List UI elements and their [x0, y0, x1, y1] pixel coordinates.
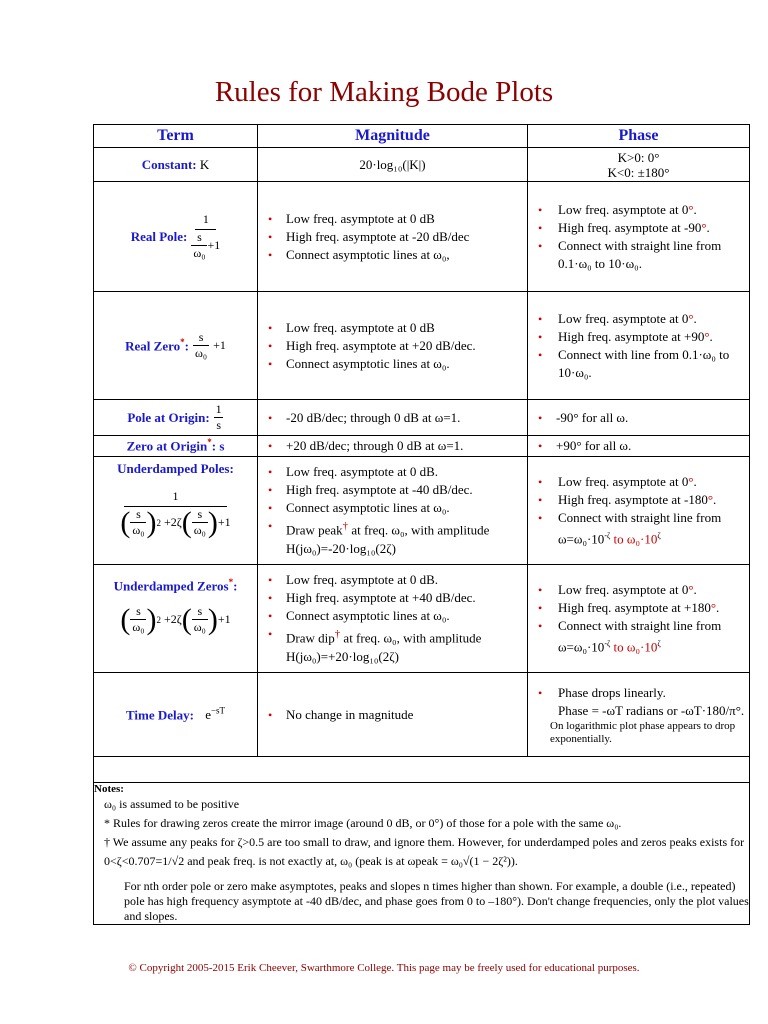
magnitude-underdamped-poles: [258, 457, 528, 565]
magnitude-zero-origin: [258, 436, 528, 457]
list-item: • Low freq. asymptote at 0 dB.: [266, 463, 527, 481]
term-real-pole: [94, 182, 258, 292]
note-zeros-mirror: * Rules for drawing zeros create the mirror image (around 0 dB, or 0°) of those for a pole with the same ω₀.: [104, 816, 622, 830]
list-item: • High freq. asymptote at +180°.: [536, 599, 749, 617]
magnitude-constant: 20·log₁₀(|K|): [258, 148, 528, 182]
bode-rules-table: [93, 124, 750, 925]
list-item: • Low freq. asymptote at 0°.: [536, 581, 749, 599]
phase-zero-origin: [528, 436, 750, 457]
note-nth-order: For nth order pole or zero make asymptotes, peaks and slopes n times higher than shown. For example, a double (i.e., repeated) pole has high frequency asymptote at -40 dB/dec, and phase goes from 0 to –180°). Don't change frequencies, only the plot values and slopes.: [124, 879, 749, 923]
header-term: Term: [94, 125, 258, 148]
list-item: • Connect with straight line from $\omega=\omega_0\cdot 10^{-\zeta}$ to $\omega_0\cdot 10^\zeta$: [536, 509, 749, 548]
row-constant: [94, 148, 750, 182]
constant-label: Constant:: [141, 156, 197, 172]
real-pole-plus-one: +1: [207, 238, 221, 252]
real-zero-formula: $\frac{s}{\text{ω₀}}$: [194, 330, 208, 360]
list-item: • Low freq. asymptote at 0°.: [536, 201, 749, 219]
phase-real-zero: [528, 292, 750, 400]
term-pole-origin: [94, 400, 258, 436]
header-phase: Phase: [528, 125, 750, 148]
pole-origin-formula: $\frac{1}{s}$: [215, 402, 222, 432]
time-delay-phase-note: On logarithmic plot phase appears to drop exponentially.: [550, 719, 736, 745]
list-item: • Phase drops linearly. Phase = -ωT radians or -ωT·180/π°.: [536, 684, 749, 720]
real-zero-label: Real Zero*:: [125, 336, 189, 354]
row-underdamped-poles: [94, 457, 750, 565]
magnitude-real-pole: [258, 182, 528, 292]
row-notes: [94, 783, 750, 925]
notes-cell: [94, 783, 750, 925]
magnitude-time-delay: [258, 673, 528, 757]
time-delay-formula: $e^{-sT}$: [205, 705, 226, 723]
underdamped-poles-formula: 1 ( $\frac{s}{\text{ω₀}}$ ) 2 +2ζ ( $\frac{s}{\text{ω₀}}$ ) +1: [120, 489, 231, 539]
term-underdamped-zeros: [94, 565, 258, 673]
constant-symbol: K: [199, 156, 210, 172]
list-item: • High freq. asymptote at -90°.: [536, 219, 749, 237]
real-zero-plus-one: +1: [213, 338, 226, 352]
header-magnitude: Magnitude: [258, 125, 528, 148]
note-omega0: ω₀ is assumed to be positive: [104, 797, 240, 811]
phase-real-pole: [528, 182, 750, 292]
phase-pole-origin: [528, 400, 750, 436]
real-pole-label: Real Pole:: [130, 228, 188, 244]
row-real-pole: [94, 182, 750, 292]
term-constant: [94, 148, 258, 182]
list-item: • Connect asymptotic lines at ω₀,: [266, 246, 527, 264]
phase-constant-positive: K>0: 0°: [617, 149, 660, 165]
list-item: • High freq. asymptote at -40 dB/dec.: [266, 481, 527, 499]
magnitude-pole-origin: [258, 400, 528, 436]
phase-underdamped-zeros: [528, 565, 750, 673]
underdamped-zeros-label: Underdamped Zeros*:: [113, 577, 238, 594]
list-item: • No change in magnitude: [266, 706, 527, 724]
list-item: • Draw dip† at freq. ω₀, with amplitude H(jω₀)=+20·log₁₀(2ζ): [266, 625, 527, 665]
term-real-zero: [94, 292, 258, 400]
row-underdamped-zeros: [94, 565, 750, 673]
list-item: • Connect with straight line from 0.1·ω₀ to 10·ω₀.: [536, 237, 749, 273]
row-zero-origin: [94, 436, 750, 457]
row-real-zero: [94, 292, 750, 400]
list-item: • Connect with line from 0.1·ω₀ to 10·ω₀.: [536, 346, 749, 382]
spacer-row: [94, 757, 750, 783]
row-time-delay: [94, 673, 750, 757]
list-item: • High freq. asymptote at -180°.: [536, 491, 749, 509]
phase-underdamped-poles: [528, 457, 750, 565]
copyright-notice: © Copyright 2005-2015 Erik Cheever, Swarthmore College. This page may be freely used for educational purposes.: [128, 962, 640, 974]
phase-constant-negative: K<0: ±180°: [607, 164, 670, 180]
phase-time-delay: [528, 673, 750, 757]
term-time-delay: [94, 673, 258, 757]
list-item: • High freq. asymptote at +20 dB/dec.: [266, 337, 527, 355]
time-delay-label: Time Delay:: [125, 707, 194, 723]
list-item: • +90° for all ω.: [536, 437, 749, 455]
real-pole-formula: [191, 212, 220, 261]
notes-heading: Notes:: [94, 783, 124, 795]
magnitude-real-zero: [258, 292, 528, 400]
row-pole-origin: [94, 400, 750, 436]
real-pole-s: s: [197, 230, 202, 244]
list-item: • Connect asymptotic lines at ω₀.: [266, 499, 527, 517]
list-item: • Low freq. asymptote at 0°.: [536, 310, 749, 328]
list-item: • -20 dB/dec; through 0 dB at ω=1.: [266, 409, 527, 427]
list-item: • Connect with straight line from $\omega=\omega_0\cdot 10^{-\zeta}$ to $\omega_0\cdot 10^\zeta$: [536, 617, 749, 656]
spacer-cell: [94, 757, 750, 783]
term-underdamped-poles: [94, 457, 258, 565]
magnitude-underdamped-zeros: [258, 565, 528, 673]
term-zero-origin: Zero at Origin*: s: [94, 436, 258, 457]
list-item: • High freq. asymptote at +40 dB/dec.: [266, 589, 527, 607]
list-item: • High freq. asymptote at -20 dB/dec: [266, 228, 527, 246]
list-item: • Low freq. asymptote at 0 dB.: [266, 571, 527, 589]
list-item: • Connect asymptotic lines at ω₀.: [266, 607, 527, 625]
phase-constant: [528, 148, 750, 182]
list-item: • Low freq. asymptote at 0°.: [536, 473, 749, 491]
real-pole-w0: ω₀: [193, 246, 206, 260]
underdamped-zeros-formula: ( $\frac{s}{\text{ω₀}}$ ) 2 +2ζ ( $\frac{s}{\text{ω₀}}$ ) +1: [120, 602, 231, 636]
real-pole-numerator: 1: [195, 212, 216, 230]
list-item: • High freq. asymptote at +90°.: [536, 328, 749, 346]
header-row: [94, 125, 750, 148]
list-item: • Draw peak† at freq. ω₀, with amplitude H(jω₀)=-20·log₁₀(2ζ): [266, 517, 527, 557]
page-title: Rules for Making Bode Plots: [214, 76, 554, 108]
underdamped-poles-label: Underdamped Poles:: [117, 461, 234, 476]
note-peaks: † We assume any peaks for ζ>0.5 are too small to draw, and ignore them. However, for underdamped poles and zeros peaks exists for 0<ζ<0.707=1/√2 and peak freq. is not exactly at, ω₀ (peak is at ωpeak = ω₀√(1 − 2ζ²)).: [104, 835, 745, 868]
list-item: • -90° for all ω.: [536, 409, 749, 427]
list-item: • Low freq. asymptote at 0 dB: [266, 210, 527, 228]
list-item: • +20 dB/dec; through 0 dB at ω=1.: [266, 437, 527, 455]
pole-origin-label: Pole at Origin:: [127, 409, 210, 425]
list-item: • Low freq. asymptote at 0 dB: [266, 319, 527, 337]
list-item: • Connect asymptotic lines at ω₀.: [266, 355, 527, 373]
